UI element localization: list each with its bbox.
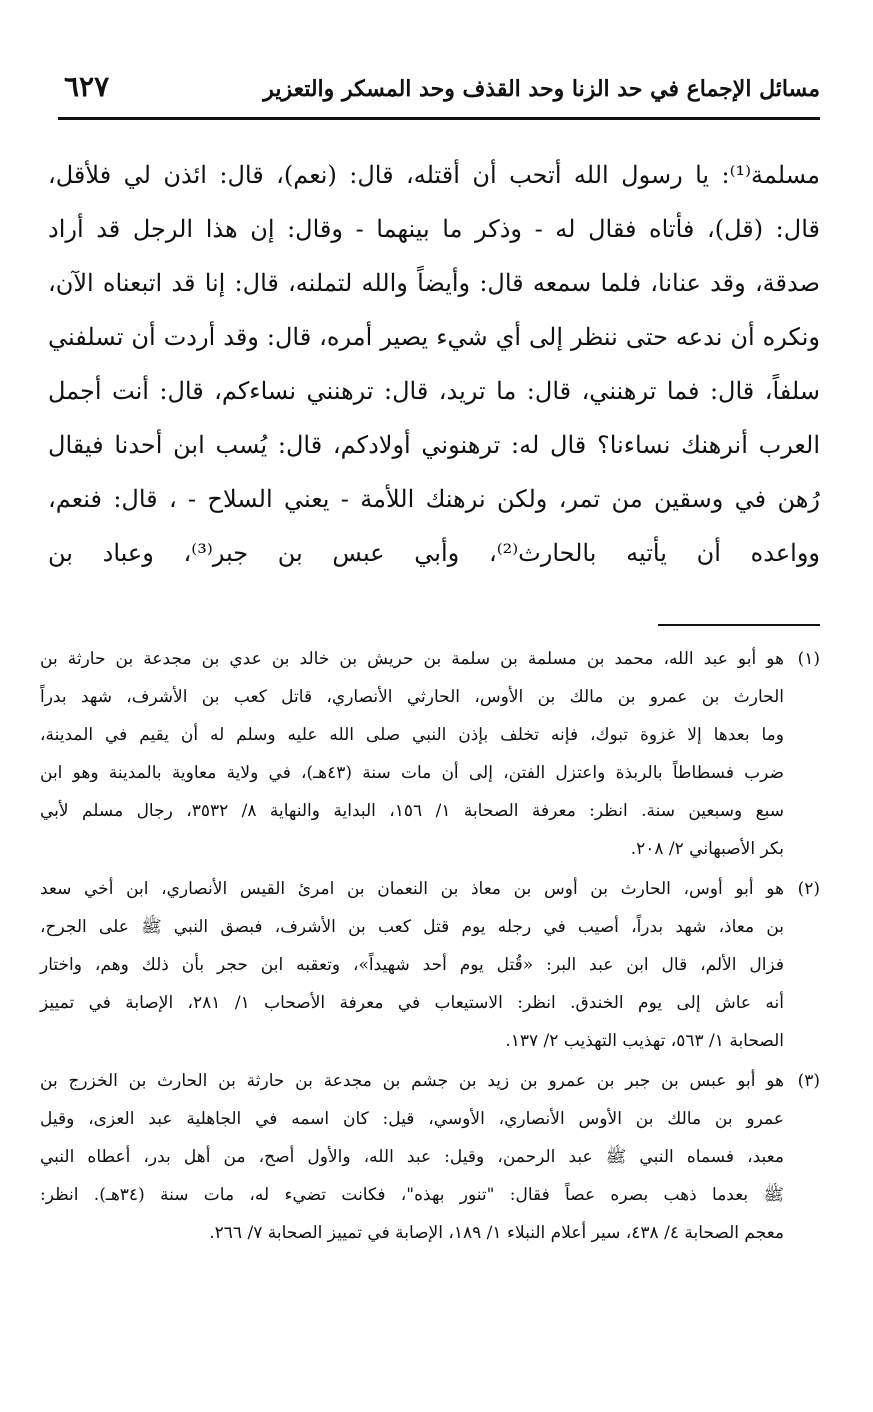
footnote-line: الحارث بن عمرو بن مالك بن الأوس، الحارثي الأنصاري، قاتل كعب بن الأشرف، شهد بدراً [40, 687, 784, 707]
running-title: مسائل الإجماع في حد الزنا وحد القذف وحد المسكر والتعزير [263, 76, 820, 102]
main-text [48, 148, 820, 580]
main-text-line: سلفاً، قال: فما ترهنني، قال: ما تريد، قال: ترهنني نساءكم، قال: أنت أجمل [48, 377, 820, 405]
running-header [58, 70, 820, 114]
footnote-line: هو أبو عبس بن جبر بن عمرو بن زيد بن جشم بن مجدعة بن حارثة بن الحارث بن الخزرج بن [40, 1071, 784, 1091]
footnote-line: بكر الأصبهاني ٢/ ٢٠٨. [630, 839, 784, 859]
footnote-line: عمرو بن مالك بن الأوس الأنصاري، الأوسي، قيل: كان اسمه في الجاهلية عبد العزى، وقيل [40, 1109, 784, 1129]
main-text-line: رُهن في وسقين من تمر، ولكن نرهنك اللأمة - يعني السلاح - ، قال: فنعم، [48, 485, 820, 513]
footnote-marker: (١) [797, 649, 820, 669]
footnote-line: الصحابة ١/ ٥٦٣، تهذيب التهذيب ٢/ ١٣٧. [505, 1031, 784, 1051]
footnote-marker: (٢) [797, 879, 820, 899]
main-text-line: صدقة، وقد عنانا، فلما سمعه قال: وأيضاً والله لتملنه، قال: إنا قد اتبعناه الآن، [48, 269, 820, 297]
footnote [40, 870, 820, 1060]
footnote-separator [658, 624, 820, 626]
main-text-line: العرب أنرهنك نساءنا؟ قال له: ترهنوني أولادكم، قال: يُسب ابن أحدنا فيقال [48, 431, 820, 459]
footnote [40, 640, 820, 868]
footnote [40, 1062, 820, 1252]
main-text-line: مسلمة⁽¹⁾: يا رسول الله أتحب أن أقتله، قال: (نعم)، قال: ائذن لي فلأقل، [48, 161, 820, 189]
footnote-line: ﷺ بعدما ذهب بصره عصاً فقال: "تنور بهذه"، فكانت تضيء له، مات سنة (٣٤هـ). انظر: [40, 1185, 784, 1205]
footnote-line: وما بعدها إلا غزوة تبوك، فإنه تخلف بإذن النبي صلى الله عليه وسلم له أن يقيم في المدينة، [40, 725, 784, 745]
footnote-marker: (٣) [797, 1071, 820, 1091]
footnote-line: هو أبو أوس، الحارث بن أوس بن معاذ بن النعمان بن امرئ القيس الأنصاري، ابن أخي سعد [40, 879, 784, 899]
footnote-line: معبد، فسماه النبي ﷺ عبد الرحمن، وقيل: عبد الله، والأول أصح، من أهل بدر، أعطاه النبي [40, 1147, 784, 1167]
main-text-line: ونكره أن ندعه حتى ننظر إلى أي شيء يصير أمره، قال: وقد أردت أن تسلفني [48, 323, 820, 351]
footnote-line: أنه عاش إلى يوم الخندق. انظر: الاستيعاب في معرفة الأصحاب ١/ ٢٨١، الإصابة في تمييز [40, 993, 784, 1013]
footnote-line: بن معاذ، شهد بدراً، أصيب في رجله يوم قتل كعب بن الأشرف، فبصق النبي ﷺ على الجرح، [40, 917, 784, 937]
footnote-line: هو أبو عبد الله، محمد بن مسلمة بن سلمة بن حريش بن خالد بن عدي بن مجدعة بن حارثة بن [40, 649, 784, 669]
page-number: ٦٢٧ [64, 70, 110, 103]
footnote-line: سبع وسبعين سنة. انظر: معرفة الصحابة ١/ ١٥٦، البداية والنهاية ٨/ ٣٥٣٢، رجال مسلم لأبي [40, 801, 785, 821]
header-rule [58, 117, 820, 120]
footnote-line: معجم الصحابة ٤/ ٤٣٨، سير أعلام النبلاء ١/ ١٨٩، الإصابة في تمييز الصحابة ٧/ ٢٦٦. [209, 1223, 784, 1243]
footnote-line: فزال الألم، قال ابن عبد البر: «قُتل يوم أحد شهيداً»، وتعقبه ابن حجر بأن ذلك وهم، واختار [40, 955, 784, 975]
footnote-line: ضرب فسطاطاً بالربذة واعتزل الفتن، إلى أن مات سنة (٤٣هـ)، في ولاية معاوية بالمدينة وهو ابن [40, 763, 784, 783]
footnotes [40, 640, 820, 1254]
main-text-line: وواعده أن يأتيه بالحارث⁽²⁾، وأبي عبس بن جبر⁽³⁾، وعباد بن [48, 539, 820, 567]
main-text-line: قال: (قل)، فأتاه فقال له - وذكر ما بينهما - وقال: إن هذا الرجل قد أراد [48, 215, 820, 243]
